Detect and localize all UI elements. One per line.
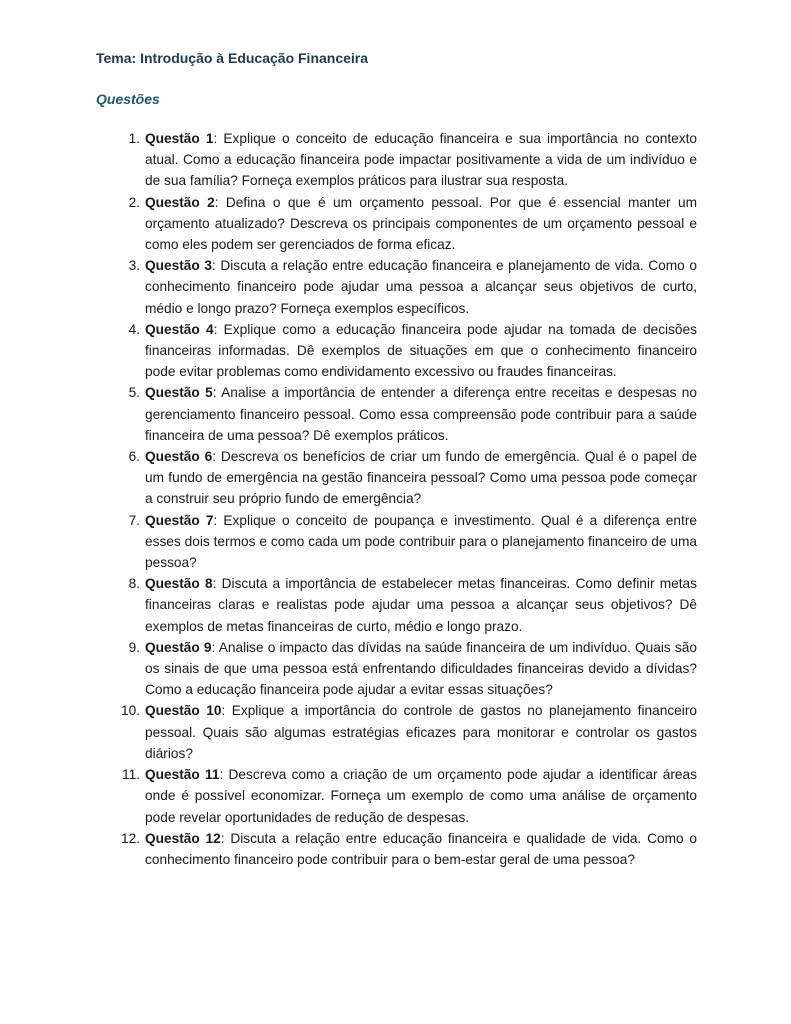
- question-label: Questão 2: [145, 194, 215, 210]
- list-number: 11.: [121, 767, 140, 783]
- list-number: 6.: [128, 449, 140, 465]
- question-text: : Descreva os benefícios de criar um fundo de emergência. Qual é o papel de um fundo de emergência na gestão financeira pessoal? Como uma pessoa pode começar a construir seu próprio fundo de emergência?: [145, 449, 697, 507]
- question-label: Questão 6: [145, 449, 213, 465]
- question-item: [0, 764, 697, 828]
- question-label: Questão 11: [145, 767, 220, 783]
- question-text: : Discuta a relação entre educação financeira e qualidade de vida. Como o conhecimento financeiro pode contribuir para o bem-estar geral de uma pessoa?: [145, 830, 697, 867]
- section-heading: Questões: [96, 91, 160, 107]
- question-text: : Analise o impacto das dívidas na saúde financeira de um indivíduo. Quais são os sinais de que uma pessoa está enfrentando dificuldades financeiras devido a dívidas? Como a educação financeira pode ajudar a evitar essas situações?: [145, 639, 697, 698]
- question-item: [0, 573, 697, 637]
- question-label: Questão 10: [145, 703, 222, 719]
- question-label: Questão 5: [145, 385, 213, 401]
- list-number: 3.: [128, 258, 140, 274]
- question-label: Questão 7: [145, 512, 214, 528]
- question-text: : Explique o conceito de educação financeira e sua importância no contexto atual. Como a educação financeira pode impactar positivamente a vida de um indivíduo e de sua família? Forneça exemplos práticos para ilustrar sua resposta.: [145, 131, 697, 189]
- question-item: [0, 637, 697, 701]
- question-label: Questão 8: [145, 576, 213, 592]
- list-number: 7.: [128, 512, 140, 528]
- list-number: 1.: [128, 131, 140, 146]
- page-title: Tema: Introdução à Educação Financeira: [96, 50, 369, 66]
- list-number: 12.: [120, 830, 140, 846]
- question-text: : Analise a importância de entender a diferença entre receitas e despesas no gerenciamento financeiro pessoal. Como essa compreensão pode contribuir para a saúde financeira de uma pessoa? Dê exemplos práticos.: [145, 385, 697, 443]
- list-number: 5.: [128, 385, 140, 401]
- question-label: Questão 1: [145, 131, 214, 146]
- question-text: : Defina o que é um orçamento pessoal. Por que é essencial manter um orçamento atualizado? Descreva os principais componentes de um orçamento pessoal e como eles podem ser gerenciados de forma eficaz.: [145, 194, 697, 253]
- question-text: : Explique a importância do controle de gastos no planejamento financeiro pessoal. Quais são algumas estratégias eficazes para monitorar e controlar os gastos diários?: [145, 703, 697, 761]
- question-text: : Descreva como a criação de um orçamento pode ajudar a identificar áreas onde é possível economizar. Forneça um exemplo de como uma análise de orçamento pode revelar oportunidades de redução de despesas.: [145, 767, 697, 825]
- question-text: : Explique como a educação financeira pode ajudar na tomada de decisões financeiras informadas. Dê exemplos de situações em que o conhecimento financeiro pode evitar problemas como endividamento excessivo ou fraudes financeiras.: [145, 321, 697, 380]
- question-label: Questão 9: [145, 639, 212, 655]
- question-label: Questão 3: [145, 258, 212, 274]
- question-item: [0, 128, 697, 192]
- list-number: 2.: [128, 194, 140, 210]
- list-number: 10.: [120, 703, 140, 719]
- question-item: [0, 828, 697, 870]
- question-label: Questão 4: [145, 321, 214, 337]
- question-text: : Discuta a importância de estabelecer metas financeiras. Como definir metas financeiras claras e realistas pode ajudar uma pessoa a alcançar seus objetivos? Dê exemplos de metas financeiras de curto, médio e longo prazo.: [145, 576, 697, 634]
- question-item: [0, 700, 697, 764]
- question-item: [0, 319, 697, 383]
- question-list: [0, 128, 791, 870]
- question-text: : Discuta a relação entre educação financeira e planejamento de vida. Como o conhecimento financeiro pode ajudar uma pessoa a alcançar seus objetivos de curto, médio e longo prazo? Forneça exemplos específicos.: [145, 258, 697, 316]
- question-item: [0, 382, 697, 446]
- question-label: Questão 12: [145, 830, 221, 846]
- list-number: 9.: [128, 639, 140, 655]
- list-number: 8.: [128, 576, 140, 592]
- list-number: 4.: [128, 321, 140, 337]
- question-item: [0, 446, 697, 510]
- question-item: [0, 192, 697, 256]
- question-item: [0, 510, 697, 574]
- question-item: [0, 255, 697, 319]
- question-text: : Explique o conceito de poupança e investimento. Qual é a diferença entre esses dois termos e como cada um pode contribuir para o planejamento financeiro de uma pessoa?: [145, 512, 697, 571]
